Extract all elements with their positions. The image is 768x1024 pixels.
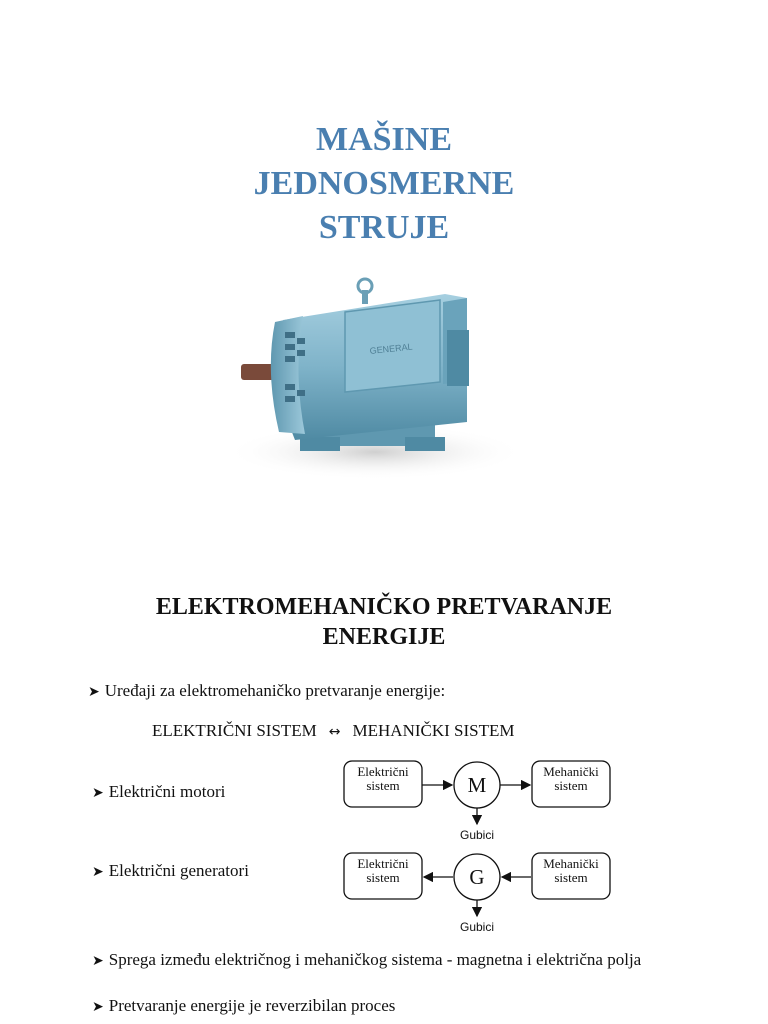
bullet-arrow-icon: ➤ <box>88 684 100 700</box>
systems-line <box>152 721 515 742</box>
dc-motor-illustration <box>205 272 515 502</box>
electric-system-label: Električni sistem <box>357 856 409 885</box>
bullet-intro <box>88 681 445 702</box>
bullet-arrow-icon: ➤ <box>92 953 104 969</box>
mechanical-system-label: MEHANIČKI SISTEM <box>352 721 515 740</box>
motor-diagram <box>336 758 618 848</box>
bullet-coupling-text: Sprega između električnog i mehaničkog sistema - magnetna i električna polja <box>108 950 642 969</box>
bullet-generators-text: Električni generatori <box>108 861 249 880</box>
bullet-intro-text: Uređaji za elektromehaničko pretvaranje energije: <box>104 681 446 700</box>
section-heading-line-1: ELEKTROMEHANIČKO PRETVARANJE <box>155 594 613 620</box>
mechanical-system-label: Mehanički sistem <box>543 856 599 885</box>
electric-system-label: Električni sistem <box>357 764 409 793</box>
bullet-reversible-text: Pretvaranje energije je reverzibilan proces <box>108 996 396 1015</box>
losses-label: Gubici <box>459 828 494 842</box>
bullet-arrow-icon: ➤ <box>92 864 104 880</box>
title-line-2: JEDNOSMERNE <box>253 165 515 202</box>
title-line-1: MAŠINE <box>315 121 453 158</box>
generator-letter: G <box>469 865 485 889</box>
plate-label: GENERAL <box>369 341 413 356</box>
section-heading-line-2: ENERGIJE <box>322 624 446 650</box>
page-title <box>0 118 768 250</box>
electric-system-label: ELEKTRIČNI SISTEM <box>152 721 317 740</box>
bullet-motors-text: Električni motori <box>108 782 226 801</box>
bidirectional-arrow-icon: ↔ <box>328 724 341 740</box>
motor-letter: M <box>467 773 487 797</box>
mechanical-system-label: Mehanički sistem <box>543 764 599 793</box>
generator-diagram <box>336 850 618 940</box>
losses-label: Gubici <box>459 920 494 934</box>
title-line-3: STRUJE <box>318 209 450 246</box>
bullet-coupling <box>92 950 641 971</box>
section-heading <box>0 592 768 652</box>
dc-motor-image <box>205 272 515 502</box>
bullet-reversible <box>92 996 395 1017</box>
bullet-generators <box>92 861 249 882</box>
bullet-arrow-icon: ➤ <box>92 785 104 801</box>
bullet-motors <box>92 782 225 803</box>
bullet-arrow-icon: ➤ <box>92 999 104 1015</box>
